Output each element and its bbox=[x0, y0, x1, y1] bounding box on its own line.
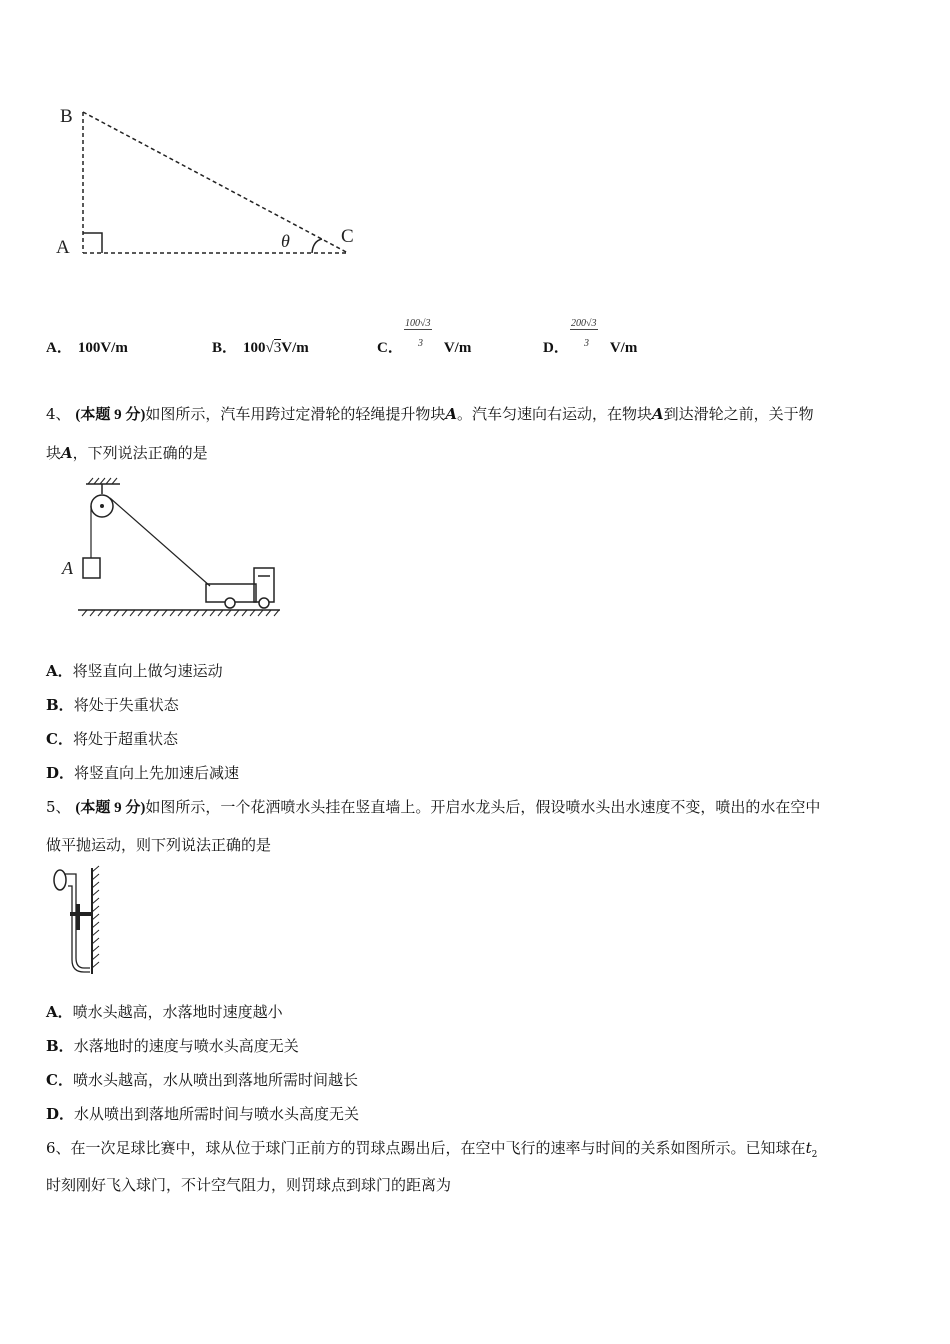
q4-text-1b: 。汽车匀速向右运动，在物块 bbox=[456, 405, 652, 423]
q6-stem-line1 bbox=[46, 1137, 817, 1160]
shower-head-figure bbox=[50, 864, 110, 978]
ceiling-hatch bbox=[88, 478, 117, 484]
q5-option-c-text: 喷水头越高，水从喷出到落地所需时间越长 bbox=[72, 1071, 358, 1089]
side-bc bbox=[83, 112, 348, 253]
label-c: C bbox=[341, 226, 354, 247]
q3-option-a-key: A． bbox=[46, 340, 72, 356]
q4-stem-line1 bbox=[46, 403, 814, 424]
q4-var-a1: A bbox=[445, 405, 457, 423]
q4-option-d-text: 将竖直向上先加速后减速 bbox=[74, 764, 240, 782]
truck bbox=[206, 568, 274, 608]
q3-option-d-frac-num: 200√3 bbox=[571, 318, 597, 329]
q6-text-2: 时刻刚好飞入球门，不计空气阻力，则罚球点到球门的距离为 bbox=[46, 1176, 452, 1194]
block-a-label: A bbox=[62, 558, 73, 578]
q5-tag: (本题 9 分) bbox=[75, 800, 146, 816]
q5-option-d-text: 水从喷出到落地所需时间与喷水头高度无关 bbox=[74, 1105, 360, 1123]
label-b: B bbox=[60, 106, 73, 127]
q4-option-b-key: B． bbox=[46, 696, 74, 714]
right-angle-mark bbox=[83, 233, 102, 253]
q6-stem-line2 bbox=[46, 1174, 451, 1195]
q5-option-b[interactable] bbox=[46, 1035, 299, 1056]
q5-option-c-key: C． bbox=[46, 1071, 73, 1089]
q3-option-c-value: V/m bbox=[443, 340, 472, 356]
q4-tag: (本题 9 分) bbox=[75, 407, 146, 423]
q4-option-c-key: C． bbox=[46, 730, 73, 748]
pulley-truck-figure bbox=[58, 476, 290, 624]
q5-option-b-text: 水落地时的速度与喷水头高度无关 bbox=[73, 1037, 299, 1055]
shower-holder bbox=[76, 904, 80, 930]
q4-option-c[interactable] bbox=[46, 728, 178, 749]
q4-option-b[interactable] bbox=[46, 694, 179, 715]
q3-option-c-frac-den: 3 bbox=[418, 338, 423, 349]
q6-text-1: 在一次足球比赛中，球从位于球门正前方的罚球点踢出后，在空中飞行的速率与时间的关系如图所示。已知球在 bbox=[70, 1139, 806, 1157]
sqrt-sign: √ bbox=[265, 340, 274, 356]
q5-option-a-key: A． bbox=[46, 1003, 73, 1021]
q5-option-a[interactable] bbox=[46, 1001, 283, 1022]
q4-var-a3: A bbox=[61, 444, 73, 462]
q4-option-a-key: A． bbox=[46, 662, 73, 680]
q5-text-2: 做平抛运动，则下列说法正确的是 bbox=[46, 836, 272, 854]
q3-option-b[interactable] bbox=[212, 336, 309, 357]
label-theta: θ bbox=[281, 231, 290, 251]
q3-option-c[interactable] bbox=[377, 336, 471, 357]
q4-var-a2: A bbox=[652, 405, 664, 423]
q4-option-c-text: 将处于超重状态 bbox=[72, 730, 178, 748]
q4-text-1c: 到达滑轮之前，关于物 bbox=[663, 405, 814, 423]
q5-option-a-text: 喷水头越高，水落地时速度越小 bbox=[72, 1003, 283, 1021]
q4-option-a[interactable] bbox=[46, 660, 223, 681]
q3-option-b-radicand: 3 bbox=[273, 340, 282, 356]
q5-text-1: 如图所示，一个花洒喷水头挂在竖直墙上。开启水龙头后，假设喷水头出水速度不变，喷出的水在空中 bbox=[145, 798, 821, 816]
q3-option-c-key: C． bbox=[377, 340, 403, 356]
pulley-axle bbox=[100, 504, 104, 508]
q3-option-d-frac-den: 3 bbox=[584, 338, 589, 349]
q4-text-2a: 块 bbox=[46, 444, 62, 462]
q5-option-d-key: D． bbox=[46, 1105, 75, 1123]
q3-option-d[interactable] bbox=[543, 336, 637, 357]
q3-option-b-key: B． bbox=[212, 340, 238, 356]
q5-stem-line2 bbox=[46, 834, 271, 855]
q4-option-d[interactable] bbox=[46, 762, 239, 783]
q6-t-sub: 2 bbox=[811, 1150, 818, 1160]
label-a: A bbox=[56, 237, 70, 258]
rope-slant bbox=[110, 498, 210, 586]
q3-option-b-pre: 100 bbox=[243, 340, 266, 356]
q3-option-d-key: D． bbox=[543, 340, 569, 356]
wall-hatch bbox=[92, 866, 99, 968]
q5-option-d[interactable] bbox=[46, 1103, 359, 1124]
q6-t-var: t bbox=[805, 1139, 812, 1157]
q4-text-1: 如图所示，汽车用跨过定滑轮的轻绳提升物块 bbox=[145, 405, 446, 423]
q6-number: 6、 bbox=[46, 1139, 71, 1157]
block-a bbox=[83, 558, 100, 578]
q3-option-d-value: V/m bbox=[609, 340, 638, 356]
q4-option-d-key: D． bbox=[46, 764, 75, 782]
q4-option-b-text: 将处于失重状态 bbox=[73, 696, 179, 714]
angle-arc bbox=[312, 239, 322, 253]
q5-option-b-key: B． bbox=[46, 1037, 74, 1055]
q5-option-c[interactable] bbox=[46, 1069, 358, 1090]
q3-option-b-post: V/m bbox=[281, 340, 309, 356]
holder-bracket bbox=[70, 912, 92, 916]
q3-option-c-frac-num: 100√3 bbox=[405, 318, 431, 329]
ground-hatch bbox=[82, 610, 279, 616]
q4-number: 4、 bbox=[46, 405, 71, 423]
q5-stem-line1 bbox=[46, 796, 820, 817]
q4-stem-line2 bbox=[46, 442, 208, 463]
q5-number: 5、 bbox=[46, 798, 71, 816]
q4-text-2b: ，下列说法正确的是 bbox=[72, 444, 208, 462]
triangle-figure bbox=[50, 98, 370, 268]
q4-option-a-text: 将竖直向上做匀速运动 bbox=[72, 662, 223, 680]
shower-head bbox=[54, 870, 66, 890]
q3-option-a[interactable] bbox=[46, 336, 128, 357]
q3-option-a-value: 100V/m bbox=[77, 340, 128, 356]
